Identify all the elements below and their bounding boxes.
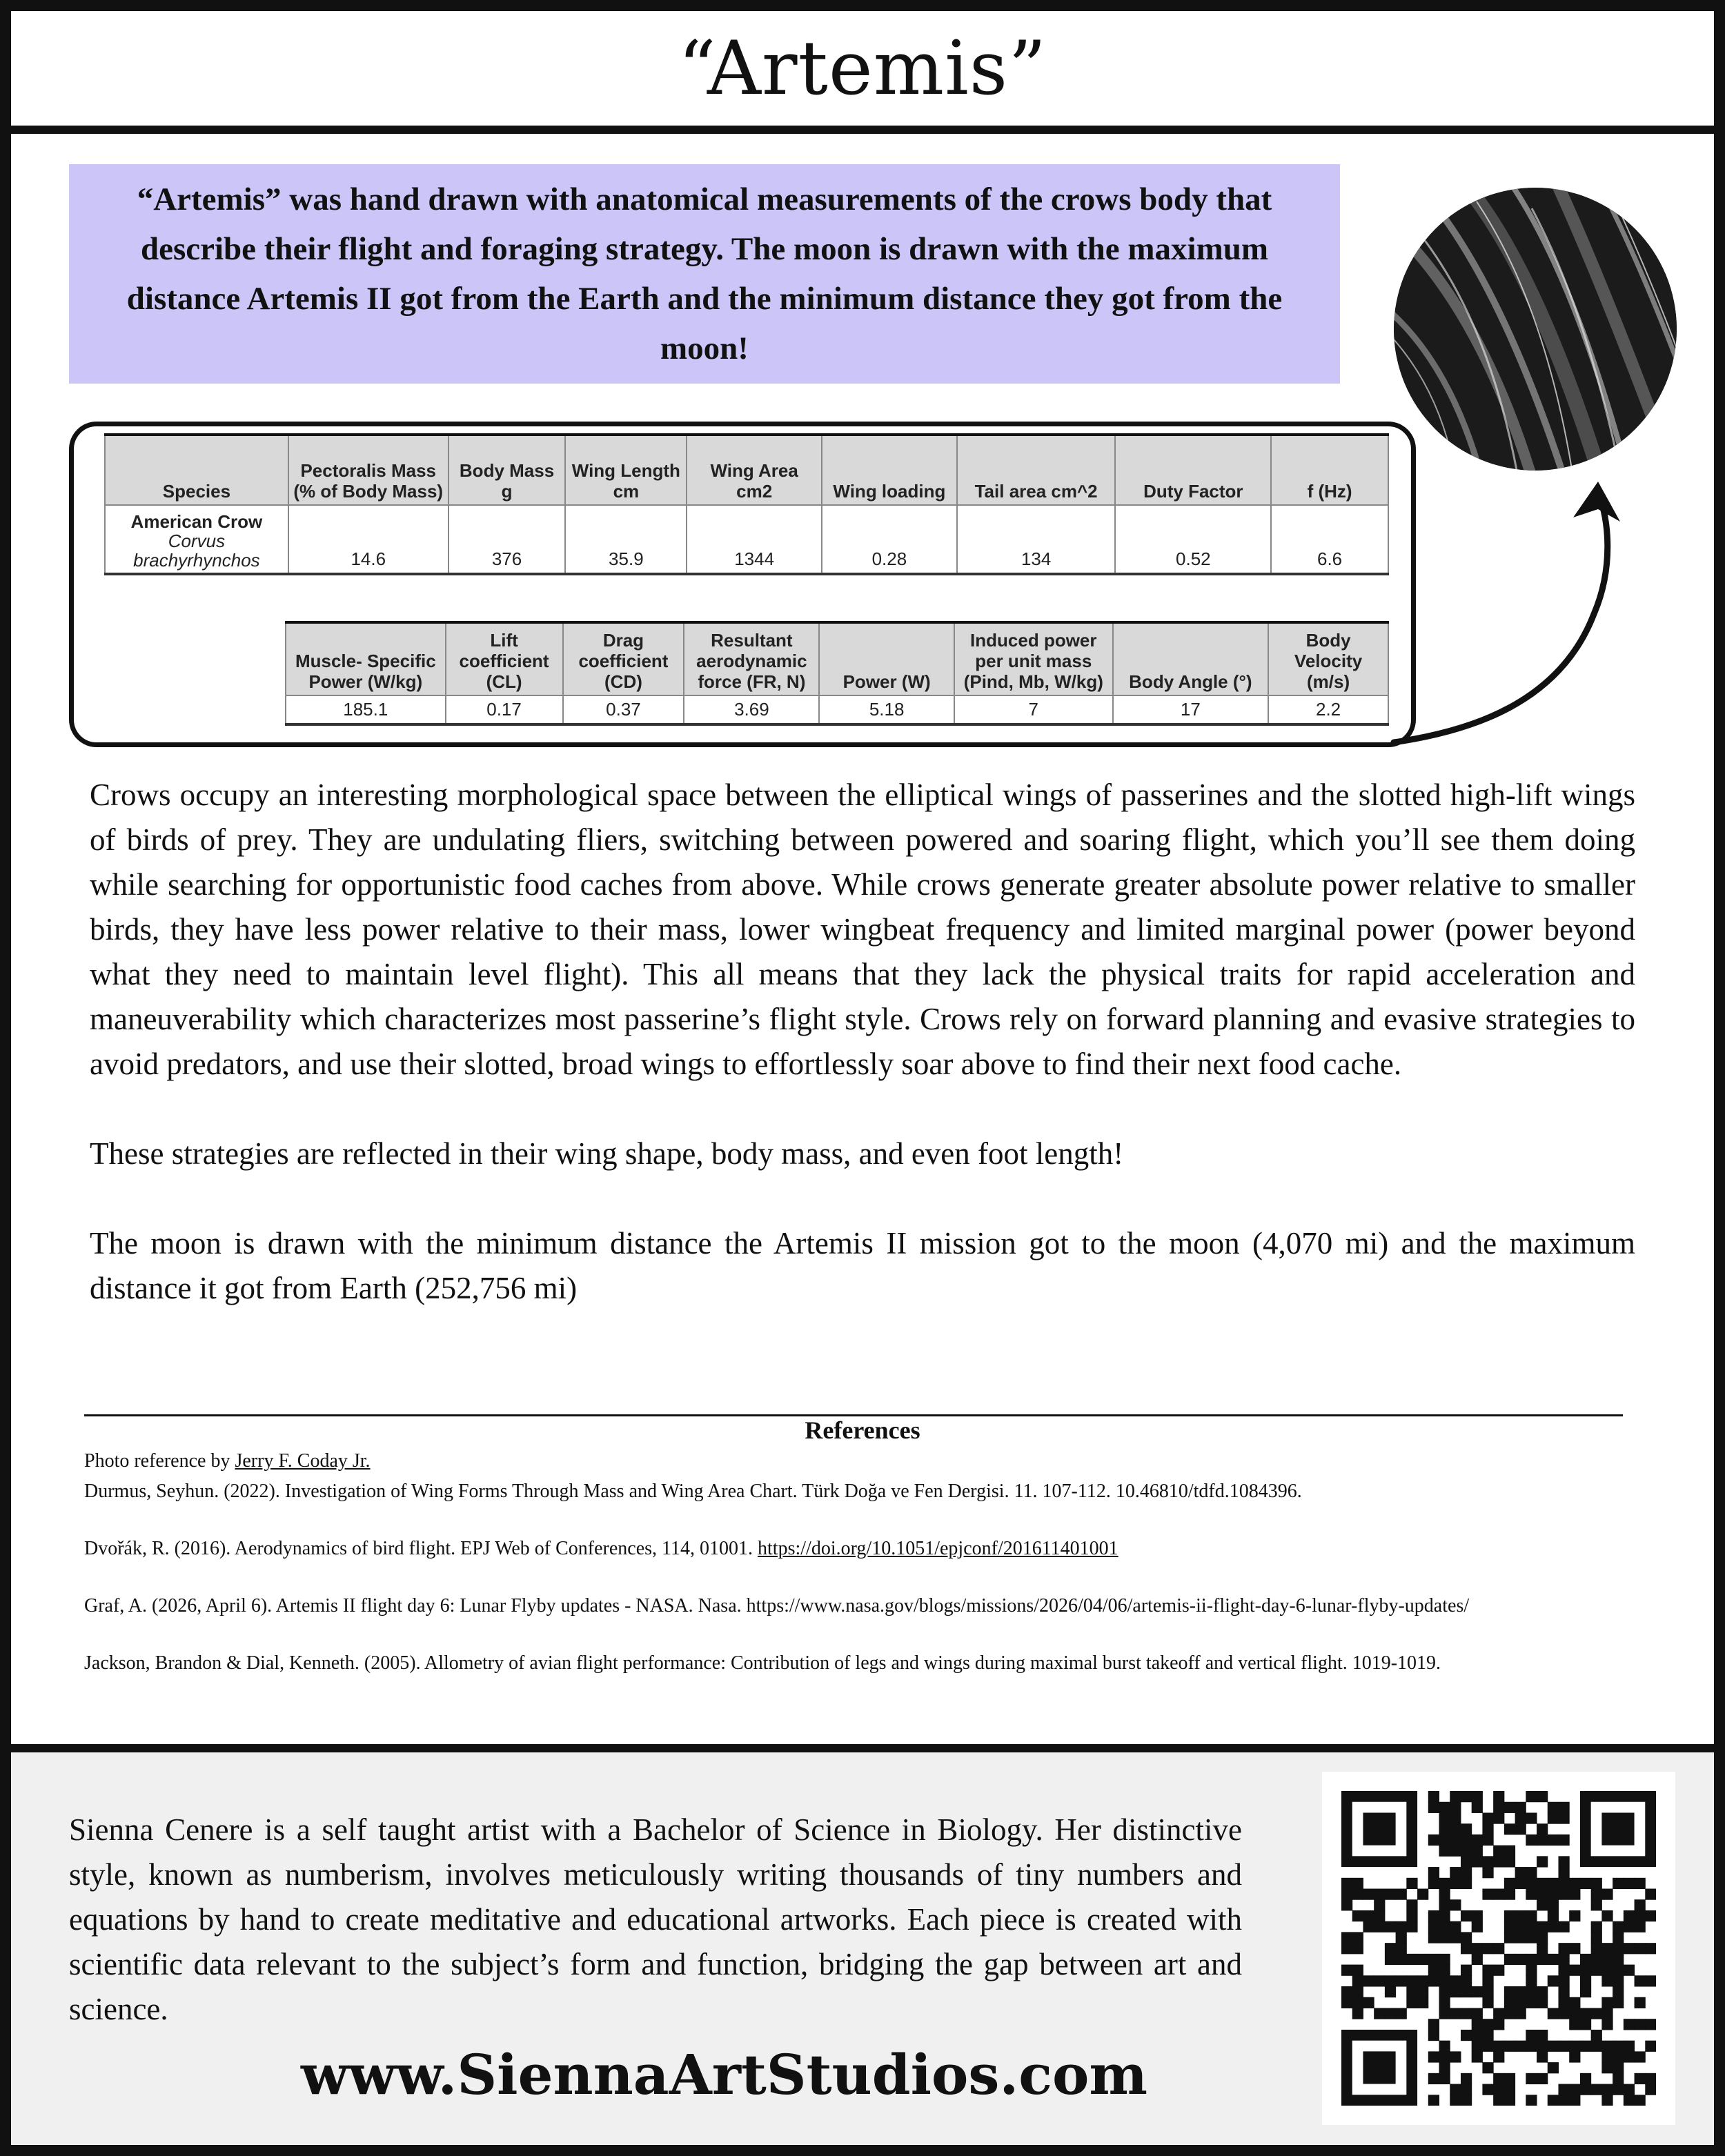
artist-bio: Sienna Cenere is a self taught artist with a Bachelor of Science in Biology. Her distinctive style, known as numberism, involves meticulously writing thousands of tiny numbers and equations by hand to create meditative and educational artworks. Each piece is created with scientific data relevant to the subject’s form and function, bridging the gap between art and science.	[69, 1812, 1242, 2026]
table-row	[286, 695, 1388, 724]
column-header: Pectoralis Mass (% of Body Mass)	[288, 435, 448, 505]
column-header: Wing loading	[822, 435, 957, 505]
table-cell: 6.6	[1271, 505, 1388, 574]
column-header: Body Angle (°)	[1113, 622, 1269, 695]
reference-text: Dvořák, R. (2016). Aerodynamics of bird flight. EPJ Web of Conferences, 114, 01001.	[84, 1538, 753, 1559]
table-cell: 0.37	[563, 695, 684, 724]
column-header: Body Velocity (m/s)	[1268, 622, 1388, 695]
column-header: Induced power per unit mass (Pind, Mb, W/kg)	[954, 622, 1113, 695]
table-cell: 0.17	[446, 695, 563, 724]
qr-finder-pattern	[1347, 1797, 1412, 1861]
table-header-row	[105, 435, 1388, 505]
table-cell: 0.28	[822, 505, 957, 574]
page-title: “Artemis”	[678, 25, 1047, 112]
aerodynamics-table	[285, 621, 1389, 726]
photo-reference	[84, 1449, 1678, 1474]
table-cell: 376	[448, 505, 566, 574]
species-common-name: American Crow	[130, 511, 263, 532]
reference-item	[84, 1536, 1678, 1561]
artist-footer	[11, 1744, 1714, 2145]
column-header: Drag coefficient (CD)	[563, 622, 684, 695]
column-header: Wing Length cm	[565, 435, 687, 505]
column-header: Muscle- Specific Power (W/kg)	[286, 622, 446, 695]
references-title: References	[805, 1416, 920, 1444]
morphology-table	[104, 433, 1389, 575]
table-cell: 0.52	[1115, 505, 1271, 574]
intro-box	[69, 164, 1340, 384]
data-table-panel	[69, 422, 1416, 747]
table-row	[105, 505, 1388, 574]
header	[11, 11, 1714, 134]
column-header: Resultant aerodynamic force (FR, N)	[684, 622, 819, 695]
column-header: Species	[105, 435, 288, 505]
curved-arrow-icon	[1387, 476, 1635, 766]
table-cell: 17	[1113, 695, 1269, 724]
table-cell: 185.1	[286, 695, 446, 724]
table-cell: 5.18	[819, 695, 954, 724]
photo-reference-prefix: Photo reference by	[84, 1450, 230, 1472]
column-header: Lift coefficient (CL)	[446, 622, 563, 695]
reference-item: Graf, A. (2026, April 6). Artemis II flight day 6: Lunar Flyby updates - NASA. Nasa. https://www.nasa.gov/blogs/missions/2026/04/06/artemis-ii-flight-day-6-lunar-flyby-updates/	[84, 1595, 1470, 1616]
qr-code[interactable]	[1322, 1772, 1675, 2125]
table-header-row	[286, 622, 1388, 695]
photo-credit-link[interactable]: Jerry F. Coday Jr.	[235, 1450, 371, 1472]
column-header: Body Mass g	[448, 435, 566, 505]
table-cell: 134	[957, 505, 1116, 574]
intro-text: “Artemis” was hand drawn with anatomical measurements of the crows body that describe their flight and foraging strategy. The moon is drawn with the maximum distance Artemis II got from the Earth and the minimum distance they got from the moon!	[126, 181, 1283, 366]
species-scientific-name: Corvus brachyrhynchos	[133, 531, 260, 571]
article-body	[90, 773, 1635, 1356]
qr-code-graphic	[1341, 1791, 1656, 2106]
qr-finder-pattern	[1347, 2035, 1412, 2100]
website-link[interactable]: www.SiennaArtStudios.com	[301, 2042, 1147, 2107]
column-header: Tail area cm^2	[957, 435, 1116, 505]
body-paragraph: The moon is drawn with the minimum distance the Artemis II mission got to the moon (4,070 mi) and the maximum distance it got from Earth (252,756 mi)	[90, 1226, 1635, 1305]
reference-item: Durmus, Seyhun. (2022). Investigation of Wing Forms Through Mass and Wing Area Chart. Türk Doğa ve Fen Dergisi. 11. 107-112. 10.46810/tdfd.1084396.	[84, 1481, 1302, 1502]
qr-finder-pattern	[1586, 1797, 1650, 1861]
table-cell: 35.9	[565, 505, 687, 574]
reference-item: Jackson, Brandon & Dial, Kenneth. (2005). Allometry of avian flight performance: Contribution of legs and wings during maximal burst takeoff and vertical flight. 1019-1019.	[84, 1652, 1441, 1674]
reference-doi-link[interactable]: https://doi.org/10.1051/epjconf/201611401001	[758, 1538, 1118, 1559]
column-header: Power (W)	[819, 622, 954, 695]
table-cell: 7	[954, 695, 1113, 724]
body-paragraph: Crows occupy an interesting morphological space between the elliptical wings of passerines and the slotted high-lift wings of birds of prey. They are undulating fliers, switching between powered and soaring flight, which you’ll see them doing while searching for opportunistic food caches from above. While crows generate greater absolute power relative to smaller birds, they have less power relative to their mass, lower wingbeat frequency and limited marginal power (power beyond what they need to maintain level flight). This all means that they lack the physical traits for rapid acceleration and maneuverability which characterizes most passerine’s flight style. Crows rely on forward planning and evasive strategies to avoid predators, and use their slotted, broad wings to effortlessly soar above to find their next food cache.	[90, 778, 1635, 1081]
table-cell: 14.6	[288, 505, 448, 574]
table-cell: 3.69	[684, 695, 819, 724]
column-header: f (Hz)	[1271, 435, 1388, 505]
column-header: Wing Area cm2	[687, 435, 822, 505]
table-cell: 2.2	[1268, 695, 1388, 724]
table-cell: 1344	[687, 505, 822, 574]
body-paragraph: These strategies are reflected in their wing shape, body mass, and even foot length!	[90, 1136, 1124, 1171]
column-header: Duty Factor	[1115, 435, 1271, 505]
moon-drawing	[1394, 188, 1677, 471]
references-list	[84, 1449, 1678, 1708]
moon-image	[1394, 188, 1677, 471]
species-cell	[105, 505, 288, 574]
